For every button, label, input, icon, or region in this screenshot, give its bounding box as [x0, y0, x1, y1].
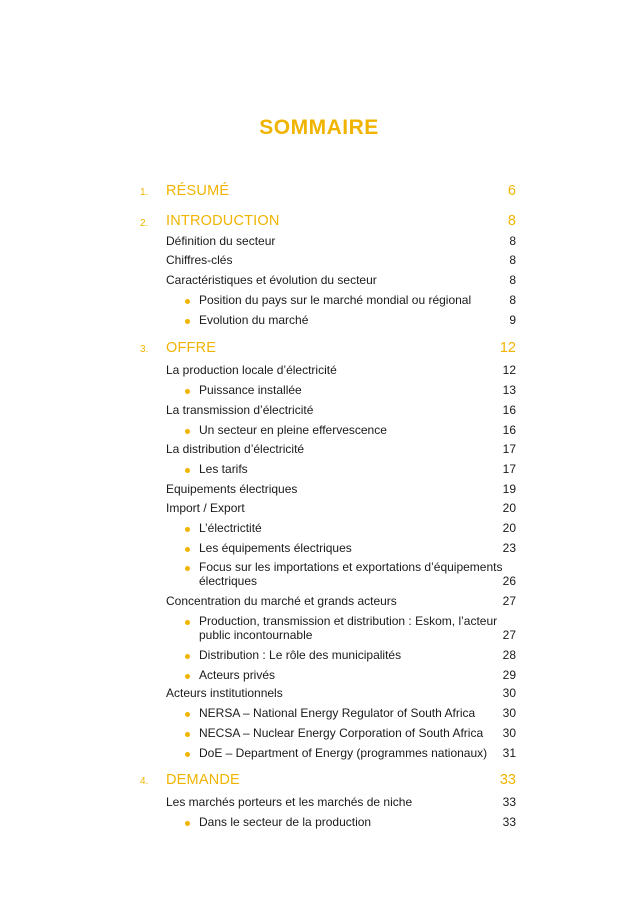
section-title-resume[interactable]: RÉSUMÉ — [166, 183, 230, 199]
toc-subentry[interactable]: Evolution du marché — [199, 313, 309, 327]
bullet-icon — [185, 299, 190, 304]
section-number: 2. — [140, 218, 149, 229]
bullet-icon — [185, 674, 190, 679]
toc-page: 33 — [502, 795, 516, 809]
toc-entry[interactable]: Chiffres-clés — [166, 253, 233, 267]
toc-page: 8 — [509, 253, 516, 267]
bullet-icon — [185, 566, 190, 571]
toc-entry[interactable]: La distribution d’électricité — [166, 442, 305, 456]
section-page: 33 — [499, 772, 516, 788]
bullet-icon — [185, 468, 190, 473]
toc-page: 13 — [502, 383, 516, 397]
toc-subentry[interactable]: Production, transmission et distribution : Eskom, l’acteur — [199, 614, 498, 628]
toc-page: 19 — [502, 482, 516, 496]
toc-subentry[interactable]: Acteurs privés — [199, 668, 276, 682]
toc-subentry[interactable]: NECSA – Nuclear Energy Corporation of South Africa — [199, 726, 484, 740]
toc-entry[interactable]: Caractéristiques et évolution du secteur — [166, 273, 377, 287]
toc-page: 16 — [502, 403, 516, 417]
toc-page: 29 — [502, 668, 516, 682]
toc-page: 30 — [502, 726, 516, 740]
toc-entry[interactable]: Equipements électriques — [166, 482, 298, 496]
toc-page: 28 — [502, 648, 516, 662]
toc-subentry[interactable]: Dans le secteur de la production — [199, 815, 372, 829]
toc-subentry-continued[interactable]: électriques — [199, 574, 258, 588]
toc-page: 31 — [502, 746, 516, 760]
section-title-offre[interactable]: OFFRE — [166, 340, 217, 356]
toc-page: 17 — [502, 442, 516, 456]
bullet-icon — [185, 527, 190, 532]
section-number: 3. — [140, 344, 149, 355]
toc-page: 30 — [502, 686, 516, 700]
bullet-icon — [185, 752, 190, 757]
page-title: SOMMAIRE — [259, 116, 379, 139]
bullet-icon — [185, 654, 190, 659]
toc-page: 23 — [502, 541, 516, 555]
bullet-icon — [185, 547, 190, 552]
section-title-demande[interactable]: DEMANDE — [166, 772, 240, 788]
section-page: 6 — [507, 183, 516, 199]
toc-page: 16 — [502, 423, 516, 437]
toc-entry[interactable]: Acteurs institutionnels — [166, 686, 283, 700]
toc-page: 27 — [502, 628, 516, 642]
toc-page: 30 — [502, 706, 516, 720]
toc-subentry[interactable]: Les équipements électriques — [199, 541, 352, 555]
toc-entry[interactable]: Concentration du marché et grands acteurs — [166, 594, 397, 608]
toc-page: 27 — [502, 594, 516, 608]
toc-page: 17 — [502, 462, 516, 476]
toc-subentry[interactable]: Les tarifs — [199, 462, 248, 476]
section-number: 1. — [140, 187, 149, 198]
bullet-icon — [185, 319, 190, 324]
section-page: 12 — [499, 340, 516, 356]
section-number: 4. — [140, 776, 149, 787]
bullet-icon — [185, 712, 190, 717]
toc-entry[interactable]: Les marchés porteurs et les marchés de niche — [166, 795, 413, 809]
toc-page: 8 — [509, 234, 516, 248]
toc-page: 26 — [502, 574, 516, 588]
toc-entry[interactable]: Import / Export — [166, 501, 245, 515]
section-title-introduction[interactable]: INTRODUCTION — [166, 213, 280, 229]
toc-page: 33 — [502, 815, 516, 829]
toc-entry[interactable]: Définition du secteur — [166, 234, 276, 248]
toc-subentry[interactable]: Un secteur en pleine effervescence — [199, 423, 387, 437]
section-page: 8 — [507, 213, 516, 229]
bullet-icon — [185, 732, 190, 737]
toc-subentry[interactable]: Distribution : Le rôle des municipalités — [199, 648, 402, 662]
bullet-icon — [185, 620, 190, 625]
bullet-icon — [185, 389, 190, 394]
bullet-icon — [185, 821, 190, 826]
toc-subentry[interactable]: DoE – Department of Energy (programmes nationaux) — [199, 746, 488, 760]
toc-subentry[interactable]: Puissance installée — [199, 383, 302, 397]
toc-page: 8 — [509, 273, 516, 287]
toc-subentry[interactable]: Position du pays sur le marché mondial ou régional — [199, 293, 472, 307]
toc-entry[interactable]: La production locale d’électricité — [166, 363, 337, 377]
toc-subentry-continued[interactable]: public incontournable — [199, 628, 313, 642]
toc-subentry[interactable]: NERSA – National Energy Regulator of South Africa — [199, 706, 476, 720]
bullet-icon — [185, 429, 190, 434]
toc-page: 20 — [502, 521, 516, 535]
toc-subentry[interactable]: Focus sur les importations et exportations d’équipements — [199, 560, 503, 574]
toc-page: 8 — [509, 293, 516, 307]
toc-page: 12 — [502, 363, 516, 377]
toc-page: 9 — [509, 313, 516, 327]
toc-page: 20 — [502, 501, 516, 515]
toc-subentry[interactable]: L’électrictité — [199, 521, 262, 535]
toc-entry[interactable]: La transmission d’électricité — [166, 403, 314, 417]
